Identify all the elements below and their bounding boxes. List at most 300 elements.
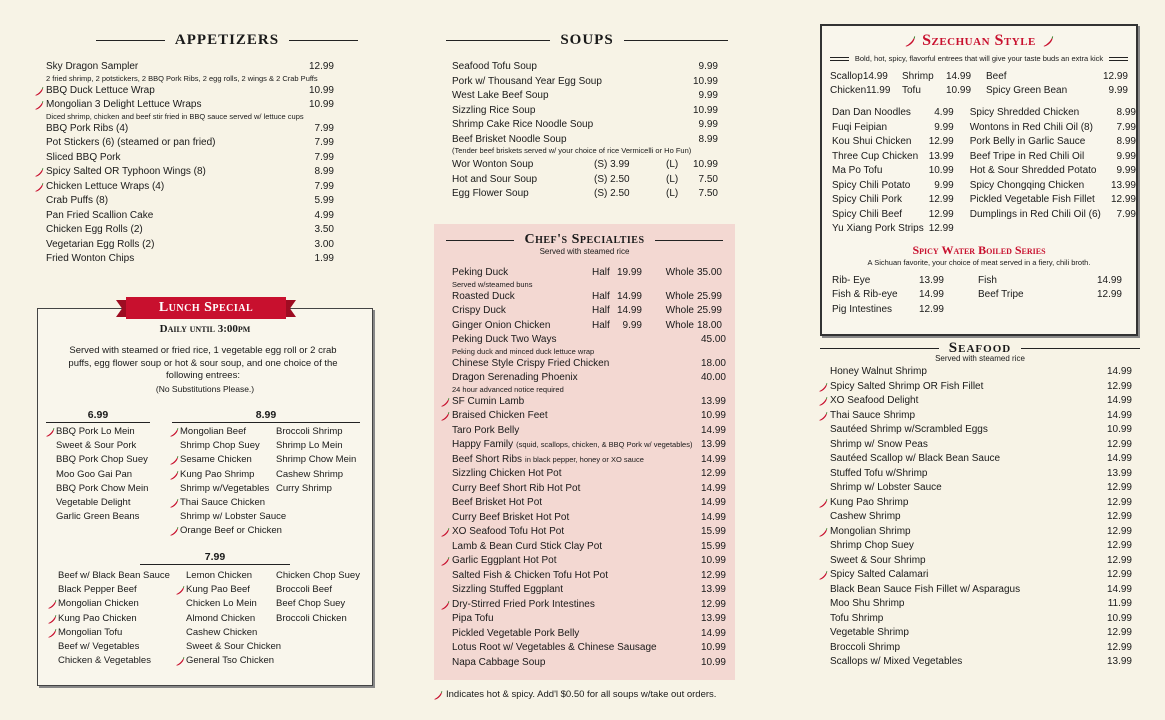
item-price: 14.99: [700, 453, 726, 465]
menu-item: [452, 90, 718, 105]
lunch-item: [56, 426, 150, 440]
item-name: Lotus Root w/ Vegetables & Chinese Sausage: [452, 642, 657, 653]
lunch-item: [180, 483, 276, 497]
menu-item: [46, 152, 334, 167]
lunch-item: [180, 454, 276, 468]
menu-item: [452, 188, 718, 203]
lunch-item: [180, 426, 276, 440]
item-name: Thai Sauce Shrimp: [830, 409, 916, 421]
item-name: Almond Chicken: [186, 612, 256, 624]
item-price: 12.99: [1106, 569, 1132, 580]
item-price: 9.99: [698, 90, 718, 101]
lunch-item: [186, 640, 282, 655]
item-name: Pig Intestines: [832, 303, 893, 315]
item-name: Fried Wonton Chips: [46, 253, 135, 264]
item-name: Garlic Green Beans: [56, 511, 140, 523]
item-name: Beef w/ Black Bean Sauce: [58, 570, 170, 581]
chili-pepper-icon: [34, 182, 44, 192]
menu-item: [452, 454, 726, 469]
item-name: Fish & Rib-eye: [832, 289, 898, 300]
menu-item: [46, 123, 334, 138]
item-price: 8.99: [1116, 107, 1136, 118]
item-price: 10.99: [700, 656, 726, 668]
item-price: 12.99: [1106, 511, 1132, 522]
menu-item: [902, 85, 986, 99]
item-price: 9.99: [934, 121, 954, 133]
soups-title: SOUPS: [560, 32, 614, 48]
menu-item: [46, 195, 334, 210]
item-name: Honey Walnut Shrimp: [830, 366, 927, 377]
menu-item: [986, 71, 1132, 85]
chili-pepper-icon: [47, 614, 57, 624]
lunch-item: [56, 511, 150, 525]
menu-item: [830, 366, 1132, 381]
item-name: Spicy Salted OR Typhoon Wings (8): [46, 166, 206, 177]
menu-item: [970, 122, 1136, 137]
item-price: 13.99: [918, 274, 944, 286]
chili-pepper-icon: [47, 628, 57, 638]
tier-price-799: 7.99: [140, 551, 290, 565]
item-name: Kung Pao Shrimp: [830, 496, 909, 508]
item-name: Dragon Serenading Phoenix: [452, 372, 578, 383]
item-description: Diced shrimp, chicken and beef stir fried in BBQ sauce served w/ lettuce cups: [46, 111, 304, 121]
item-name: Lemon Chicken: [186, 570, 253, 581]
chili-pepper-icon: [440, 527, 450, 537]
chef-specialties-box: [434, 224, 735, 680]
szechuan-header: [822, 32, 1136, 50]
item-price: 12.99: [1106, 525, 1132, 537]
menu-item: [46, 99, 334, 114]
item-name: Scallops w/ Mixed Vegetables: [830, 656, 963, 667]
item-name: Mongolian Chicken: [58, 598, 139, 610]
item-price: 7.99: [314, 151, 334, 163]
item-name: Spicy Salted Calamari: [830, 569, 929, 580]
item-name: Three Cup Chicken: [832, 150, 919, 162]
menu-item: [830, 555, 1132, 570]
item-name: Cashew Shrimp: [830, 511, 901, 522]
item-name: Mongolian Tofu: [58, 626, 123, 638]
item-price: 12.99: [918, 303, 944, 315]
menu-item: [452, 526, 726, 541]
lunch-item: [180, 440, 276, 454]
item-name: Shrimp Cake Rice Noodle Soup: [452, 119, 594, 130]
lunch-item: [276, 598, 376, 612]
item-name: Roasted Duck: [452, 290, 515, 302]
item-price: 8.99: [698, 133, 718, 145]
item-price: 14.99: [1106, 366, 1132, 377]
lunch-subtitle: Daily until 3:00pm: [159, 323, 251, 335]
menu-item: [46, 210, 334, 225]
item-name: XO Seafood Delight: [830, 395, 919, 406]
chef-half-whole-list: [434, 267, 726, 334]
menu-item: [452, 396, 726, 411]
chili-pepper-icon: [440, 556, 450, 566]
item-price: 10.99: [692, 75, 718, 87]
lunch-item: [180, 469, 276, 483]
item-price: 12.99: [1106, 540, 1132, 551]
lunch-item: [56, 454, 150, 468]
item-name: Peking Duck Two Ways: [452, 334, 557, 345]
lunch-item: [186, 598, 276, 612]
item-price: 10.99: [308, 84, 334, 96]
menu-item: [832, 107, 954, 122]
item-price: 14.99: [1096, 274, 1122, 286]
menu-item: [830, 439, 1132, 454]
menu-item: [970, 136, 1136, 151]
chili-pepper-icon: [34, 167, 44, 177]
item-name: Orange Beef or Chicken: [180, 525, 282, 537]
item-name: Beef Brisket Noodle Soup: [452, 133, 567, 145]
menu-item: [970, 194, 1136, 209]
item-price: 14.99: [862, 71, 888, 82]
item-price: 12.99: [308, 61, 334, 72]
item-price: 12.99: [1096, 289, 1122, 300]
chili-pepper-icon: [169, 498, 179, 508]
menu-item: [452, 358, 726, 373]
menu-item: [830, 526, 1132, 541]
item-name: Stuffed Tofu w/Shrimp: [830, 467, 928, 479]
chili-pepper-icon: [440, 600, 450, 610]
item-price: 10.99: [700, 555, 726, 566]
item-name: Spicy Chili Potato: [832, 179, 911, 191]
menu-item: [452, 372, 726, 387]
menu-item: [46, 85, 334, 100]
menu-item: [832, 180, 954, 195]
item-name: West Lake Beef Soup: [452, 90, 549, 101]
item-price: 8.99: [314, 166, 334, 177]
item-name: BBQ Pork Chop Suey: [56, 454, 148, 466]
item-name: Chicken Chop Suey: [276, 570, 360, 581]
item-price: 13.99: [700, 613, 726, 624]
menu-item: [830, 584, 1132, 599]
item-name: Broccoli Chicken: [276, 612, 347, 624]
item-name: Beef: [986, 71, 1007, 82]
lunch-tier-699: [46, 409, 150, 525]
menu-item: [452, 483, 726, 498]
soups-sized-list: [446, 159, 718, 203]
item-name: Tofu: [902, 84, 921, 96]
item-price: 14.99: [1106, 395, 1132, 406]
item-price: 7.99: [1116, 208, 1136, 220]
boiled-subtitle: A Sichuan favorite, your choice of meat served in a fiery, chili broth.: [867, 257, 1091, 267]
item-price: 12.99: [1110, 194, 1136, 205]
chili-pepper-icon: [433, 690, 443, 700]
item-price: 11.99: [1107, 598, 1132, 609]
item-name: Shrimp Chop Suey: [180, 440, 260, 452]
chili-pepper-icon: [34, 86, 44, 96]
item-name: Crispy Duck: [452, 305, 506, 316]
chef-list: [434, 334, 726, 671]
chef-header: [446, 232, 723, 248]
menu-item: [452, 291, 726, 306]
chili-pepper-icon: [175, 656, 185, 666]
lunch-item: [180, 497, 276, 511]
szechuan-proteins: [830, 71, 1136, 98]
chili-pepper-icon: [169, 526, 179, 536]
lunch-item: [180, 525, 282, 539]
item-price: 14.99: [1106, 453, 1132, 464]
item-price: 12.99: [1102, 71, 1128, 82]
lunch-item: [180, 511, 287, 525]
item-name: Sliced BBQ Pork: [46, 151, 121, 163]
item-name: Crab Puffs (8): [46, 195, 109, 206]
item-name: Wontons in Red Chili Oil (8): [969, 121, 1093, 133]
menu-item: [902, 71, 986, 85]
item-name: Rib- Eye: [832, 274, 871, 286]
half-price: 9.99: [622, 319, 642, 331]
item-name: Tofu Shrimp: [830, 612, 884, 624]
menu-item: [832, 194, 954, 209]
item-name: Ginger Onion Chicken: [452, 319, 551, 331]
menu-item: [970, 165, 1136, 180]
lunch-item: [58, 641, 174, 655]
item-price: 9.99: [1116, 165, 1136, 176]
item-price: 7.99: [314, 122, 334, 134]
item-price: 10.99: [308, 99, 334, 110]
item-name: Black Bean Sauce Fish Fillet w/ Asparagus: [830, 583, 1021, 595]
item-name: Sautéed Shrimp w/Scrambled Eggs: [830, 424, 988, 435]
chili-pepper-icon: [818, 411, 828, 421]
item-name: Pipa Tofu: [452, 613, 494, 624]
item-price: 11.99: [866, 84, 891, 96]
item-name: Sesame Chicken: [180, 454, 252, 466]
lunch-item: [186, 613, 276, 627]
lunch-item: [56, 469, 150, 483]
appetizers-title: APPETIZERS: [174, 32, 280, 48]
menu-item: [46, 61, 334, 76]
item-description: Peking duck and minced duck lettuce wrap: [452, 346, 595, 356]
menu-item: [830, 497, 1132, 512]
item-price: 9.99: [934, 179, 954, 191]
boiled-title: Spicy Water Boiled Series: [912, 242, 1046, 257]
item-name: Shrimp w/ Snow Peas: [830, 438, 928, 450]
menu-item: [452, 512, 726, 527]
whole-label: Whole: [665, 305, 694, 316]
whole-price: 25.99: [696, 290, 722, 302]
lunch-item: [276, 440, 372, 454]
item-price: 10.99: [946, 84, 972, 96]
item-name: Thai Sauce Chicken: [180, 496, 266, 508]
item-name: Sky Dragon Sampler: [46, 61, 139, 72]
item-name: Ma Po Tofu: [832, 165, 883, 176]
item-name: Chicken & Vegetables: [58, 655, 151, 667]
footnote: [433, 689, 716, 700]
item-price: 10.99: [1106, 612, 1132, 624]
seafood-subtitle: Served with steamed rice: [935, 354, 1025, 363]
item-price: 12.99: [1106, 482, 1132, 493]
chili-pepper-icon: [440, 411, 450, 421]
item-name: Beef Tripe: [978, 289, 1024, 300]
lunch-special-content: [38, 323, 372, 394]
chef-title: Chef's Specialties: [524, 232, 645, 247]
item-name: Spicy Salted Shrimp OR Fish Fillet: [830, 380, 984, 392]
item-name: Curry Beef Brisket Hot Pot: [452, 511, 570, 523]
menu-item: [986, 85, 1132, 99]
item-description: 24 hour advanced notice required: [452, 384, 564, 394]
szechuan-title: Szechuan Style: [922, 32, 1036, 49]
szechuan-subtitle: Bold, hot, spicy, flavorful entrees that will give your taste buds an extra kick: [854, 54, 1104, 63]
item-name: Hot and Sour Soup: [452, 173, 538, 185]
item-price-small: (S) 2.50: [594, 173, 630, 185]
item-name: Napa Cabbage Soup: [452, 656, 546, 668]
item-price: 7.99: [1116, 121, 1136, 133]
item-name: Yu Xiang Pork Strips: [832, 223, 924, 234]
lunch-item: [276, 584, 376, 598]
item-name: Shrimp Chop Suey: [830, 540, 914, 551]
lunch-special-ribbon: [116, 297, 296, 319]
item-name: Peking Duck: [452, 267, 509, 278]
item-name: Vegetable Shrimp: [830, 627, 909, 638]
menu-item: [830, 395, 1132, 410]
footnote-text: Indicates hot & spicy. Add'l $0.50 for all soups w/take out orders.: [446, 689, 717, 700]
menu-item: [830, 656, 1132, 671]
lunch-special-box: [37, 308, 373, 686]
item-description: Served w/steamed buns: [452, 279, 533, 289]
item-price: 7.99: [314, 137, 334, 148]
item-price: 10.99: [700, 410, 726, 421]
item-price: 9.99: [698, 119, 718, 130]
menu-item: [830, 642, 1132, 657]
item-price: 3.00: [314, 238, 334, 250]
item-price: 18.00: [700, 357, 726, 369]
item-name: Dan Dan Noodles: [832, 107, 911, 118]
menu-item: [978, 275, 1122, 290]
soups-list: [446, 61, 718, 155]
lunch-item: [276, 483, 372, 497]
item-price: 4.99: [934, 107, 954, 118]
item-name: BBQ Duck Lettuce Wrap: [46, 84, 155, 96]
item-name: Vegetarian Egg Rolls (2): [46, 238, 155, 250]
menu-item: [452, 425, 726, 440]
menu-item: [832, 136, 954, 151]
menu-item: [452, 320, 726, 335]
seafood-list: [820, 366, 1132, 671]
item-name: Wor Wonton Soup: [452, 159, 534, 170]
chili-pepper-icon: [169, 427, 179, 437]
item-name: XO Seafood Tofu Hot Pot: [452, 526, 565, 537]
item-name: General Tso Chicken: [186, 655, 275, 667]
item-name: Mongolian 3 Delight Lettuce Wraps: [46, 99, 202, 110]
chili-pepper-icon: [904, 35, 916, 47]
lunch-tier-799: [46, 551, 376, 669]
item-name: Spicy Green Bean: [986, 84, 1068, 96]
item-name: Salted Fish & Chicken Tofu Hot Pot: [452, 569, 609, 581]
menu-item: [46, 253, 334, 268]
item-price: 3.50: [314, 224, 334, 235]
chili-pepper-icon: [169, 455, 179, 465]
item-name: Mongolian Beef: [180, 426, 247, 437]
lunch-item: [58, 613, 174, 627]
menu-item: [830, 381, 1132, 396]
item-price: 13.99: [928, 150, 954, 162]
menu-item: [830, 71, 902, 85]
item-name: Sweet & Sour Chicken: [186, 640, 282, 652]
size-large-label: (L): [666, 159, 679, 170]
lunch-item: [276, 570, 376, 584]
item-name: Kou Shui Chicken: [832, 136, 912, 147]
item-price: 15.99: [700, 526, 726, 537]
appetizers-list: [46, 61, 334, 268]
menu-item: [832, 151, 954, 166]
tier-price-899: 8.99: [172, 409, 360, 423]
item-price: 14.99: [700, 424, 726, 436]
item-price: 4.99: [314, 209, 334, 221]
size-large-label: (L): [666, 188, 679, 199]
whole-price: 25.99: [696, 305, 722, 316]
item-name: Beef w/ Vegetables: [58, 640, 140, 652]
half-price: 14.99: [616, 290, 642, 302]
menu-item: [970, 180, 1136, 195]
whole-label: Whole: [665, 319, 694, 331]
item-name: Seafood Tofu Soup: [452, 61, 537, 72]
item-name: Sizzling Chicken Hot Pot: [452, 468, 562, 479]
item-price: 12.99: [1106, 641, 1132, 653]
appetizers-header: [46, 32, 358, 49]
chili-pepper-icon: [818, 382, 828, 392]
item-price: 13.99: [700, 439, 726, 450]
half-label: Half: [592, 290, 610, 302]
item-name: Fish: [978, 274, 997, 286]
item-price: 14.99: [1106, 409, 1132, 421]
item-price: 12.99: [700, 468, 726, 479]
item-name: Shrimp w/ Lobster Sauce: [830, 482, 942, 493]
item-price: 14.99: [700, 627, 726, 639]
chili-pepper-icon: [34, 100, 44, 110]
item-name: Sizzling Rice Soup: [452, 104, 536, 116]
menu-item: [830, 410, 1132, 425]
menu-item: [832, 209, 954, 224]
lunch-tier-899: [172, 409, 372, 540]
chili-pepper-icon: [175, 585, 185, 595]
item-price: 10.99: [928, 165, 954, 176]
menu-item: [452, 61, 718, 76]
item-price: 12.99: [700, 598, 726, 610]
menu-item: [452, 305, 726, 320]
item-price: 14.99: [946, 71, 972, 82]
item-name: Chicken Lo Mein: [186, 598, 257, 610]
chili-pepper-icon: [818, 396, 828, 406]
szechuan-box: [820, 24, 1138, 336]
item-price: 8.99: [1116, 136, 1136, 147]
item-inline-note: (squid, scallops, chicken, & BBQ Pork w/ vegetables): [516, 440, 693, 449]
menu-item: [832, 223, 954, 238]
item-price-small: (S) 3.99: [594, 159, 630, 170]
item-name: Chinese Style Crispy Fried Chicken: [452, 357, 610, 369]
item-price: 12.99: [928, 136, 954, 147]
menu-item: [452, 642, 726, 657]
item-name: Pork w/ Thousand Year Egg Soup: [452, 75, 602, 87]
item-name: Shrimp Chow Mein: [276, 454, 357, 466]
menu-item: [46, 239, 334, 254]
item-name: Spicy Shredded Chicken: [969, 107, 1080, 118]
item-name: BBQ Pork Chow Mein: [56, 482, 149, 494]
item-name: Shrimp: [902, 71, 934, 82]
item-price-large: 7.50: [698, 173, 718, 185]
seafood-section: [820, 340, 1140, 671]
item-price: 13.99: [1106, 656, 1132, 667]
item-name: Spicy Chili Beef: [832, 208, 903, 220]
item-name: Kung Pao Chicken: [58, 612, 137, 624]
menu-item: [832, 304, 944, 319]
chili-pepper-icon: [440, 397, 450, 407]
item-name: Braised Chicken Feet: [452, 410, 548, 421]
menu-item: [970, 209, 1136, 224]
whole-label: Whole: [665, 290, 694, 302]
lunch-item: [276, 454, 372, 468]
lunch-item: [276, 469, 372, 483]
item-price: 13.99: [700, 584, 726, 595]
item-price-large: 10.99: [692, 159, 718, 170]
